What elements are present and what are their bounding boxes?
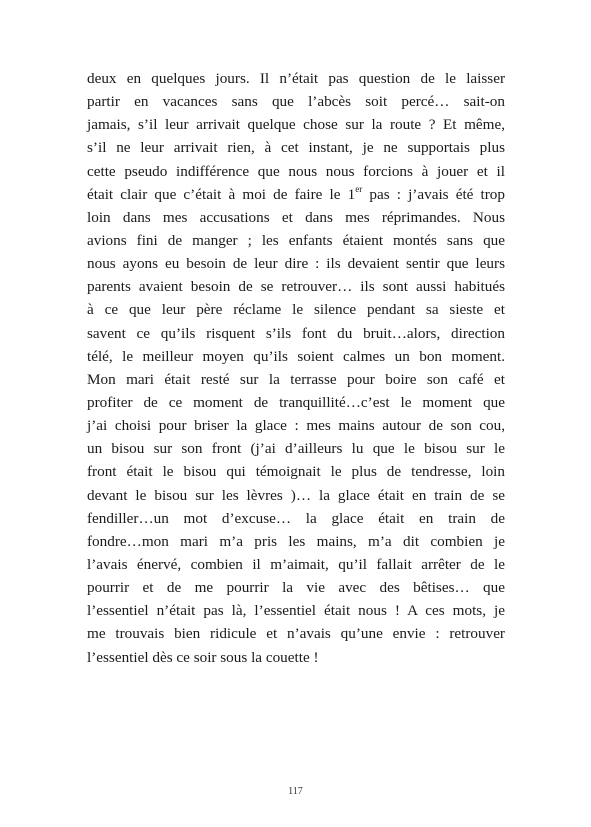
text-line: front était le bisou qui témoignait le plus de tendresse, loin [87,463,505,481]
text-segment: était clair que c’était à moi de faire le 1 [87,185,356,203]
text-line: pourrir et de me pourrir la vie avec des bêtises… que [87,579,505,597]
text-line: avions fini de manger ; les enfants étaient montés sans que [87,231,505,249]
text-line: fondre…mon mari m’a pris les mains, m’a dit combien je [87,532,505,550]
text-line: profiter de ce moment de tranquillité…c’est le moment que [87,393,505,411]
page-number: 117 [288,786,303,797]
text-line [87,183,505,206]
text-line: j’ai choisi pour briser la glace : mes mains autour de son cou, [87,417,505,435]
text-line: s’il ne leur arrivait rien, à cet instant, je ne supportais plus [87,139,505,157]
text-line: partir en vacances sans que l’abcès soit percé… sait-on [87,93,505,111]
text-line: parents avaient besoin de se retrouver… ils sont aussi habitués [87,278,505,296]
text-line: devant le bisou sur les lèvres )… la glace était en train de se [87,486,505,504]
text-segment: pas : j’avais été trop [362,185,505,203]
text-line: fendiller…un mot d’excuse… la glace était en train de [87,509,505,527]
text-line: un bisou sur son front (j’ai d’ailleurs lu que le bisou sur le [87,440,505,458]
text-line: deux en quelques jours. Il n’était pas question de le laisser [87,70,505,87]
text-line: loin dans mes accusations et dans mes réprimandes. Nous [87,208,505,226]
text-line: cette pseudo indifférence que nous nous forcions à jouer et il [87,162,505,180]
ordinal-superscript: er [355,183,363,194]
text-line: me trouvais bien ridicule et n’avais qu’une envie : retrouver [87,625,505,643]
text-line-last: l’essentiel dès ce soir sous la couette ! [87,648,319,666]
text-line: nous ayons eu besoin de leur dire : ils devaient sentir que leurs [87,255,505,273]
text-line: l’essentiel n’était pas là, l’essentiel était nous ! A ces mots, je [87,602,505,620]
text-line: Mon mari était resté sur la terrasse pour boire son café et [87,370,505,388]
text-line: à ce que leur père réclame le silence pendant sa sieste et [87,301,505,319]
body-paragraph [87,67,505,669]
text-line: jamais, s’il leur arrivait quelque chose sur la route ? Et même, [87,116,505,134]
text-line: télé, le meilleur moyen qu’ils soient calmes un bon moment. [87,347,505,365]
text-line: l’avais énervé, combien il m’aimait, qu’il fallait arrêter de le [87,555,505,573]
text-line: savent ce qu’ils risquent s’ils font du bruit…alors, direction [87,324,505,342]
